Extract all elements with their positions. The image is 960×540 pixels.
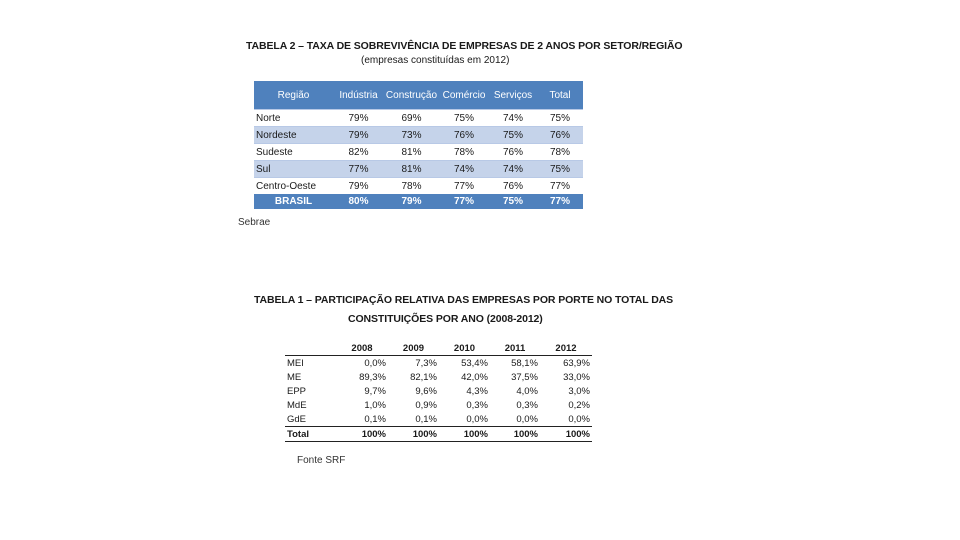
table1-header-cell: 2010 xyxy=(439,341,490,356)
table2-value-cell: 78% xyxy=(439,144,489,161)
table1-total-cell: 100% xyxy=(490,427,540,442)
table2-value-cell: 77% xyxy=(537,178,583,195)
table1-row xyxy=(285,370,592,384)
table1-value-cell: 0,0% xyxy=(364,357,386,369)
table2-value-cell: 75% xyxy=(439,110,489,127)
table2-value-cell: 78% xyxy=(537,144,583,161)
table1-total-label: Total xyxy=(285,427,336,442)
table2-title: TABELA 2 – TAXA DE SOBREVIVÊNCIA DE EMPRESAS DE 2 ANOS POR SETOR/REGIÃO xyxy=(246,40,683,52)
table1-row xyxy=(285,384,592,398)
table2-value-cell: 79% xyxy=(333,178,384,195)
table1-row xyxy=(285,398,592,412)
table1-value-cell: 0,3% xyxy=(516,399,538,411)
table1-header-row xyxy=(285,341,592,356)
table1-value-cell: 53,4% xyxy=(461,357,488,369)
table2-value-cell: 81% xyxy=(384,144,439,161)
table2-value-cell: 77% xyxy=(333,161,384,178)
table1-value-cell: 0,0% xyxy=(568,413,590,425)
table1-total-cell: 100% xyxy=(540,427,592,442)
table2-value-cell: 74% xyxy=(439,161,489,178)
table2-value-cell: 69% xyxy=(384,110,439,127)
table2-value-cell: 82% xyxy=(333,144,384,161)
table1-company-share xyxy=(285,341,592,442)
table1-title-line1: TABELA 1 – PARTICIPAÇÃO RELATIVA DAS EMPRESAS POR PORTE NO TOTAL DAS xyxy=(254,294,674,306)
table1-total-cell: 100% xyxy=(388,427,439,442)
table2-value-cell: 79% xyxy=(333,127,384,144)
table2-total-cell: 77% xyxy=(439,194,489,209)
table1-source: Fonte SRF xyxy=(297,455,346,466)
table1-label-cell: MdE xyxy=(287,399,307,411)
table2-region-cell: Centro-Oeste xyxy=(254,178,333,195)
table2-row xyxy=(254,161,583,178)
table1-value-cell: 9,7% xyxy=(364,385,386,397)
table1-value-cell: 37,5% xyxy=(511,371,538,383)
table1-label-cell: MEI xyxy=(287,357,304,369)
table1-value-cell: 4,3% xyxy=(466,385,488,397)
table2-header-cell: Comércio xyxy=(439,81,489,110)
table2-header-cell: Serviços xyxy=(489,81,537,110)
table1-value-cell: 58,1% xyxy=(511,357,538,369)
table2-header-cell: Indústria xyxy=(333,81,384,110)
table1-value-cell: 63,9% xyxy=(563,357,590,369)
table1-value-cell: 0,0% xyxy=(466,413,488,425)
table1-total-row xyxy=(285,427,592,442)
table2-header-row xyxy=(254,81,583,110)
table1-value-cell: 1,0% xyxy=(364,399,386,411)
table2-value-cell: 75% xyxy=(489,127,537,144)
table1-value-cell: 4,0% xyxy=(516,385,538,397)
table2-total-cell: 77% xyxy=(537,194,583,209)
table2-source: Sebrae xyxy=(238,217,271,228)
table1-value-cell: 0,1% xyxy=(415,413,437,425)
table2-subtitle: (empresas constituídas em 2012) xyxy=(361,55,510,66)
table2-value-cell: 75% xyxy=(537,110,583,127)
table2-value-cell: 78% xyxy=(384,178,439,195)
table2-value-cell: 76% xyxy=(489,144,537,161)
table2-total-row xyxy=(254,194,583,209)
table2-row xyxy=(254,110,583,127)
table1-row xyxy=(285,412,592,427)
table1-header-cell: 2008 xyxy=(336,341,388,356)
table2-row xyxy=(254,144,583,161)
table1-label-cell: ME xyxy=(287,371,302,383)
table2-total-label: BRASIL xyxy=(254,194,333,209)
table2-value-cell: 74% xyxy=(489,161,537,178)
table2-value-cell: 81% xyxy=(384,161,439,178)
table2-value-cell: 76% xyxy=(439,127,489,144)
table2-region-cell: Nordeste xyxy=(254,127,333,144)
table2-row xyxy=(254,178,583,195)
table2-value-cell: 76% xyxy=(537,127,583,144)
table1-label-cell: GdE xyxy=(287,413,307,425)
table2-value-cell: 77% xyxy=(439,178,489,195)
table1-value-cell: 0,3% xyxy=(466,399,488,411)
table2-row xyxy=(254,127,583,144)
table1-value-cell: 82,1% xyxy=(410,371,437,383)
table1-value-cell: 89,3% xyxy=(359,371,386,383)
table1-row xyxy=(285,356,592,371)
table2-total-cell: 79% xyxy=(384,194,439,209)
table1-value-cell: 9,6% xyxy=(415,385,437,397)
table2-value-cell: 75% xyxy=(537,161,583,178)
table2-value-cell: 76% xyxy=(489,178,537,195)
table2-header-cell: Construção xyxy=(384,81,439,110)
table1-value-cell: 0,0% xyxy=(516,413,538,425)
table1-header-cell xyxy=(285,341,336,356)
table2-value-cell: 79% xyxy=(333,110,384,127)
table1-label-cell: EPP xyxy=(287,385,307,397)
table1-value-cell: 0,1% xyxy=(364,413,386,425)
table1-value-cell: 3,0% xyxy=(568,385,590,397)
table1-value-cell: 42,0% xyxy=(461,371,488,383)
table1-value-cell: 0,9% xyxy=(415,399,437,411)
table2-value-cell: 73% xyxy=(384,127,439,144)
table1-header-cell: 2012 xyxy=(540,341,592,356)
table2-header-cell: Total xyxy=(537,81,583,110)
table2-total-cell: 75% xyxy=(489,194,537,209)
table1-title-line2: CONSTITUIÇÕES POR ANO (2008-2012) xyxy=(348,313,543,325)
table2-value-cell: 74% xyxy=(489,110,537,127)
table1-value-cell: 33,0% xyxy=(563,371,590,383)
table1-total-cell: 100% xyxy=(439,427,490,442)
table1-header-cell: 2011 xyxy=(490,341,540,356)
table2-region-cell: Sul xyxy=(254,161,333,178)
table1-total-cell: 100% xyxy=(336,427,388,442)
table2-region-cell: Norte xyxy=(254,110,333,127)
table2-region-cell: Sudeste xyxy=(254,144,333,161)
table1-value-cell: 0,2% xyxy=(568,399,590,411)
table2-survival-rate xyxy=(254,81,583,209)
table1-header-cell: 2009 xyxy=(388,341,439,356)
table2-total-cell: 80% xyxy=(333,194,384,209)
table1-value-cell: 7,3% xyxy=(415,357,437,369)
table2-header-cell: Região xyxy=(254,81,333,110)
